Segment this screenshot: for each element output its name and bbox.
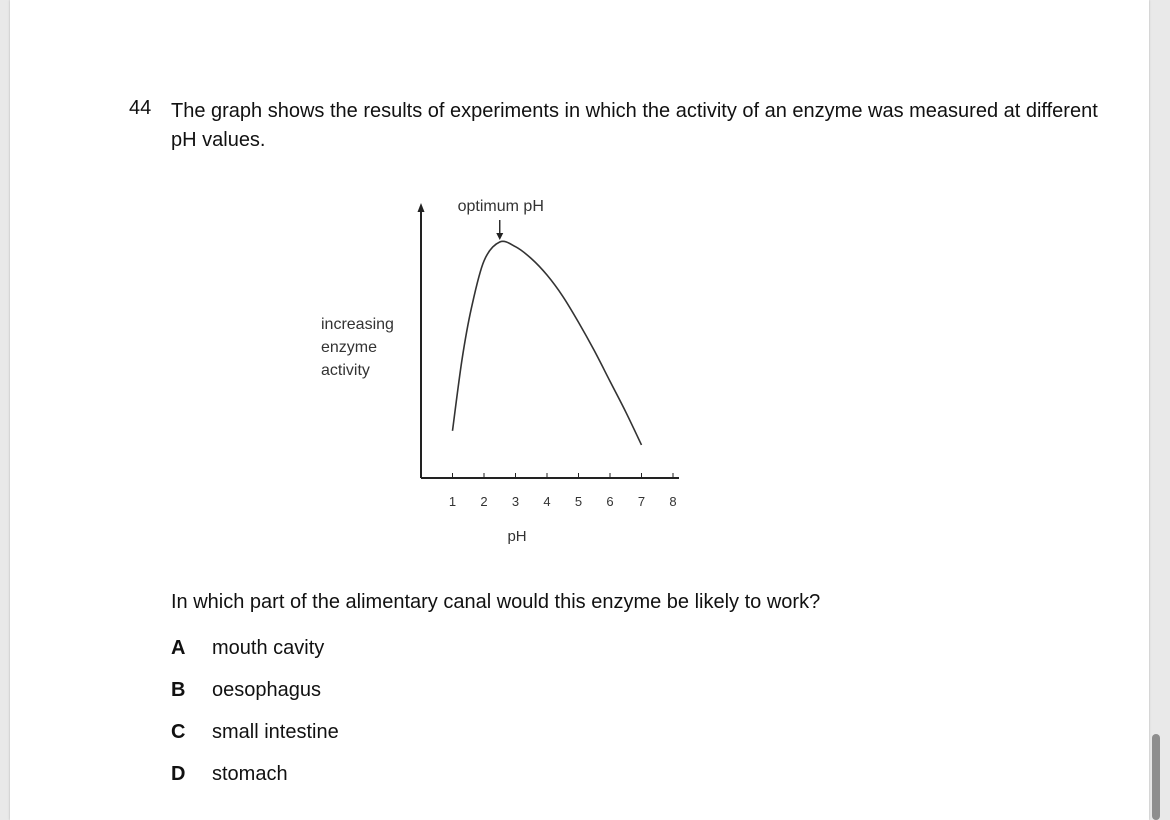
option-text: mouth cavity — [212, 637, 325, 659]
activity-curve — [453, 241, 642, 445]
x-tick-label: 5 — [574, 494, 583, 509]
x-tick-label: 4 — [543, 494, 551, 509]
question-prompt: In which part of the alimentary canal would this enzyme be likely to work? — [171, 591, 821, 613]
option-letter: D — [171, 763, 186, 785]
y-axis-label: increasing enzyme activity — [321, 316, 394, 379]
x-tick-label: 7 — [637, 494, 646, 509]
chart-svg — [270, 180, 730, 560]
option-text: stomach — [212, 763, 288, 785]
option-text: small intestine — [212, 721, 339, 743]
optimum-ph-label: optimum pH — [457, 198, 544, 215]
x-axis-label: pH — [507, 528, 527, 545]
option-letter: A — [171, 637, 186, 659]
option-letter: C — [171, 721, 186, 743]
question-text: The graph shows the results of experiments in which the activity of an enzyme was measured at different pH values. — [171, 100, 1098, 151]
question-number: 44 — [129, 97, 152, 119]
x-tick-label: 8 — [669, 494, 677, 509]
vertical-scrollbar[interactable] — [1152, 734, 1160, 820]
option-text: oesophagus — [212, 679, 321, 701]
x-tick-label: 6 — [606, 494, 614, 509]
optimum-arrow-head — [496, 233, 503, 240]
x-tick-label: 1 — [448, 494, 457, 509]
x-tick-label: 2 — [480, 494, 488, 509]
document-page — [10, 0, 1149, 820]
x-tick-label: 3 — [511, 494, 520, 509]
enzyme-activity-graph — [270, 180, 730, 560]
y-axis-arrow — [418, 203, 425, 212]
option-letter: B — [171, 679, 186, 701]
